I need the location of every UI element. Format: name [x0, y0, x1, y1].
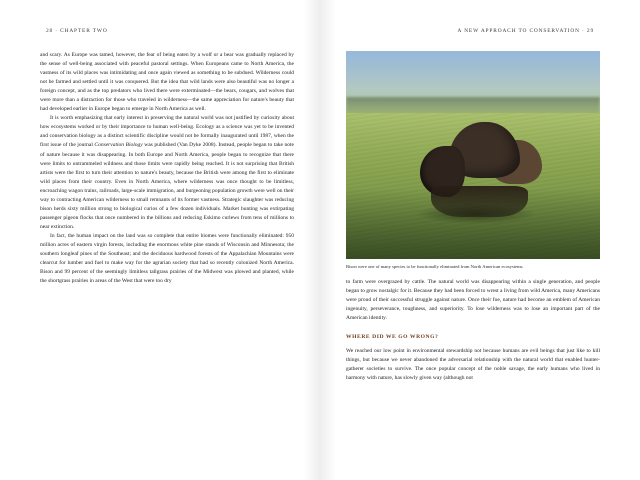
running-head-right: A NEW APPROACH TO CONSERVATION · 29 — [457, 28, 594, 34]
running-head-left: 28 · CHAPTER TWO — [46, 28, 108, 34]
gutter-shadow — [304, 0, 320, 480]
paragraph: to farm were overgrazed by cattle. The natural world was disappearing within a single generation, and people began to grow nostalgic for it. Because they had been forced to wrest a living from wild America, many Americans were proud of their successful struggle against nature. Once their foe, nature had become an emblem of American ingenuity, perseverance, toughness, and superiority. To lose wilderness was to lose an important part of the American identity. — [346, 278, 600, 321]
spacer — [346, 271, 600, 278]
bison-photo — [346, 51, 600, 259]
paragraph: and scary. As Europe was tamed, however, the fear of being eaten by a wolf or a bear was gradually replaced by the sense of well-being associated with peaceful pastoral settings. When Europeans came to North America, the vastness of its wild places was intimidating and once again viewed as something to be subdued. Wilderness could not be farmed and settled until it was conquered. But the idea that wild lands were also beautiful was no longer a foreign concept, and as the top predators who lived there were exterminated—the bears, cougars, and wolves that were more than a distraction for those who traveled in wilderness—the same appreciation for nature's beauty that had developed earlier in Europe began to emerge in North America as well. — [40, 52, 294, 113]
figure-caption: Bison were one of many species to be functionally eliminated from North American ecosystems. — [346, 264, 524, 269]
left-page-body — [40, 51, 294, 286]
right-page-body — [346, 278, 600, 383]
paragraph: In fact, the human impact on the land was so complete that entire biomes were functionally eliminated: 950 million acres of eastern virgin forests, including the enormous white pine stands of Wisconsin and Minnesota; the southern longleaf pines of the Southeast; and the deciduous hardwood forests of the Appalachian Mountains were clearcut for lumber and fuel to make way for the agrarian society that had so recently colonized North America. Bison and 99 percent of the seemingly limitless tallgrass prairies of the Midwest was plowed and planted, while the shortgrass prairies in areas of the West that were too dry — [40, 232, 294, 285]
paragraph: It is worth emphasizing that early interest in preserving the natural world was not justified by curiosity about how ecosystems worked or by their importance to human well-being. Ecology as a science was yet to be invented and conservation biology as a distinct scientific discipline would not be formally inaugurated until 1987, when the first issue of the journal Conservation Biology was published (Van Dyke 2008). Instead, people began to take note of nature because it was disappearing. In both Europe and North America, people began to recognize that there were limits to untrammeled wildness and those limits were rapidly being reached. It is not surprising that British artists were the first to turn their attention to nature's beauty, because the British were among the first to eliminate wild places from their country. Even in North America, where wilderness was once thought to be limitless, encroaching wagon trains, railroads, large-scale immigration, and burgeoning population growth were well on their way to contracting American wilderness to small remnants of its former vastness. Strategic slaughter was reducing bison herds sixty million strong to biological curios of a few dozen individuals. Market hunting was extirpating passenger pigeon flocks that once numbered in the billions and reducing Eskimo curlews from tens of millions to near extinction. — [40, 115, 294, 230]
figure — [346, 51, 600, 271]
gutter-shadow — [320, 0, 336, 480]
section-subhead: WHERE DID WE GO WRONG? — [346, 333, 439, 340]
bison-legs — [431, 186, 529, 217]
bison-figure — [410, 122, 542, 214]
paragraph: We reached our low point in environmental stewardship not because humans are evil beings that just like to kill things, but because we never abandoned the adversarial relationship with the natural world that enabled hunter-gatherer societies to survive. The once popular concept of the noble savage, the early humans who lived in harmony with nature, has slowly given way (although not — [346, 347, 600, 382]
right-page — [320, 0, 640, 480]
